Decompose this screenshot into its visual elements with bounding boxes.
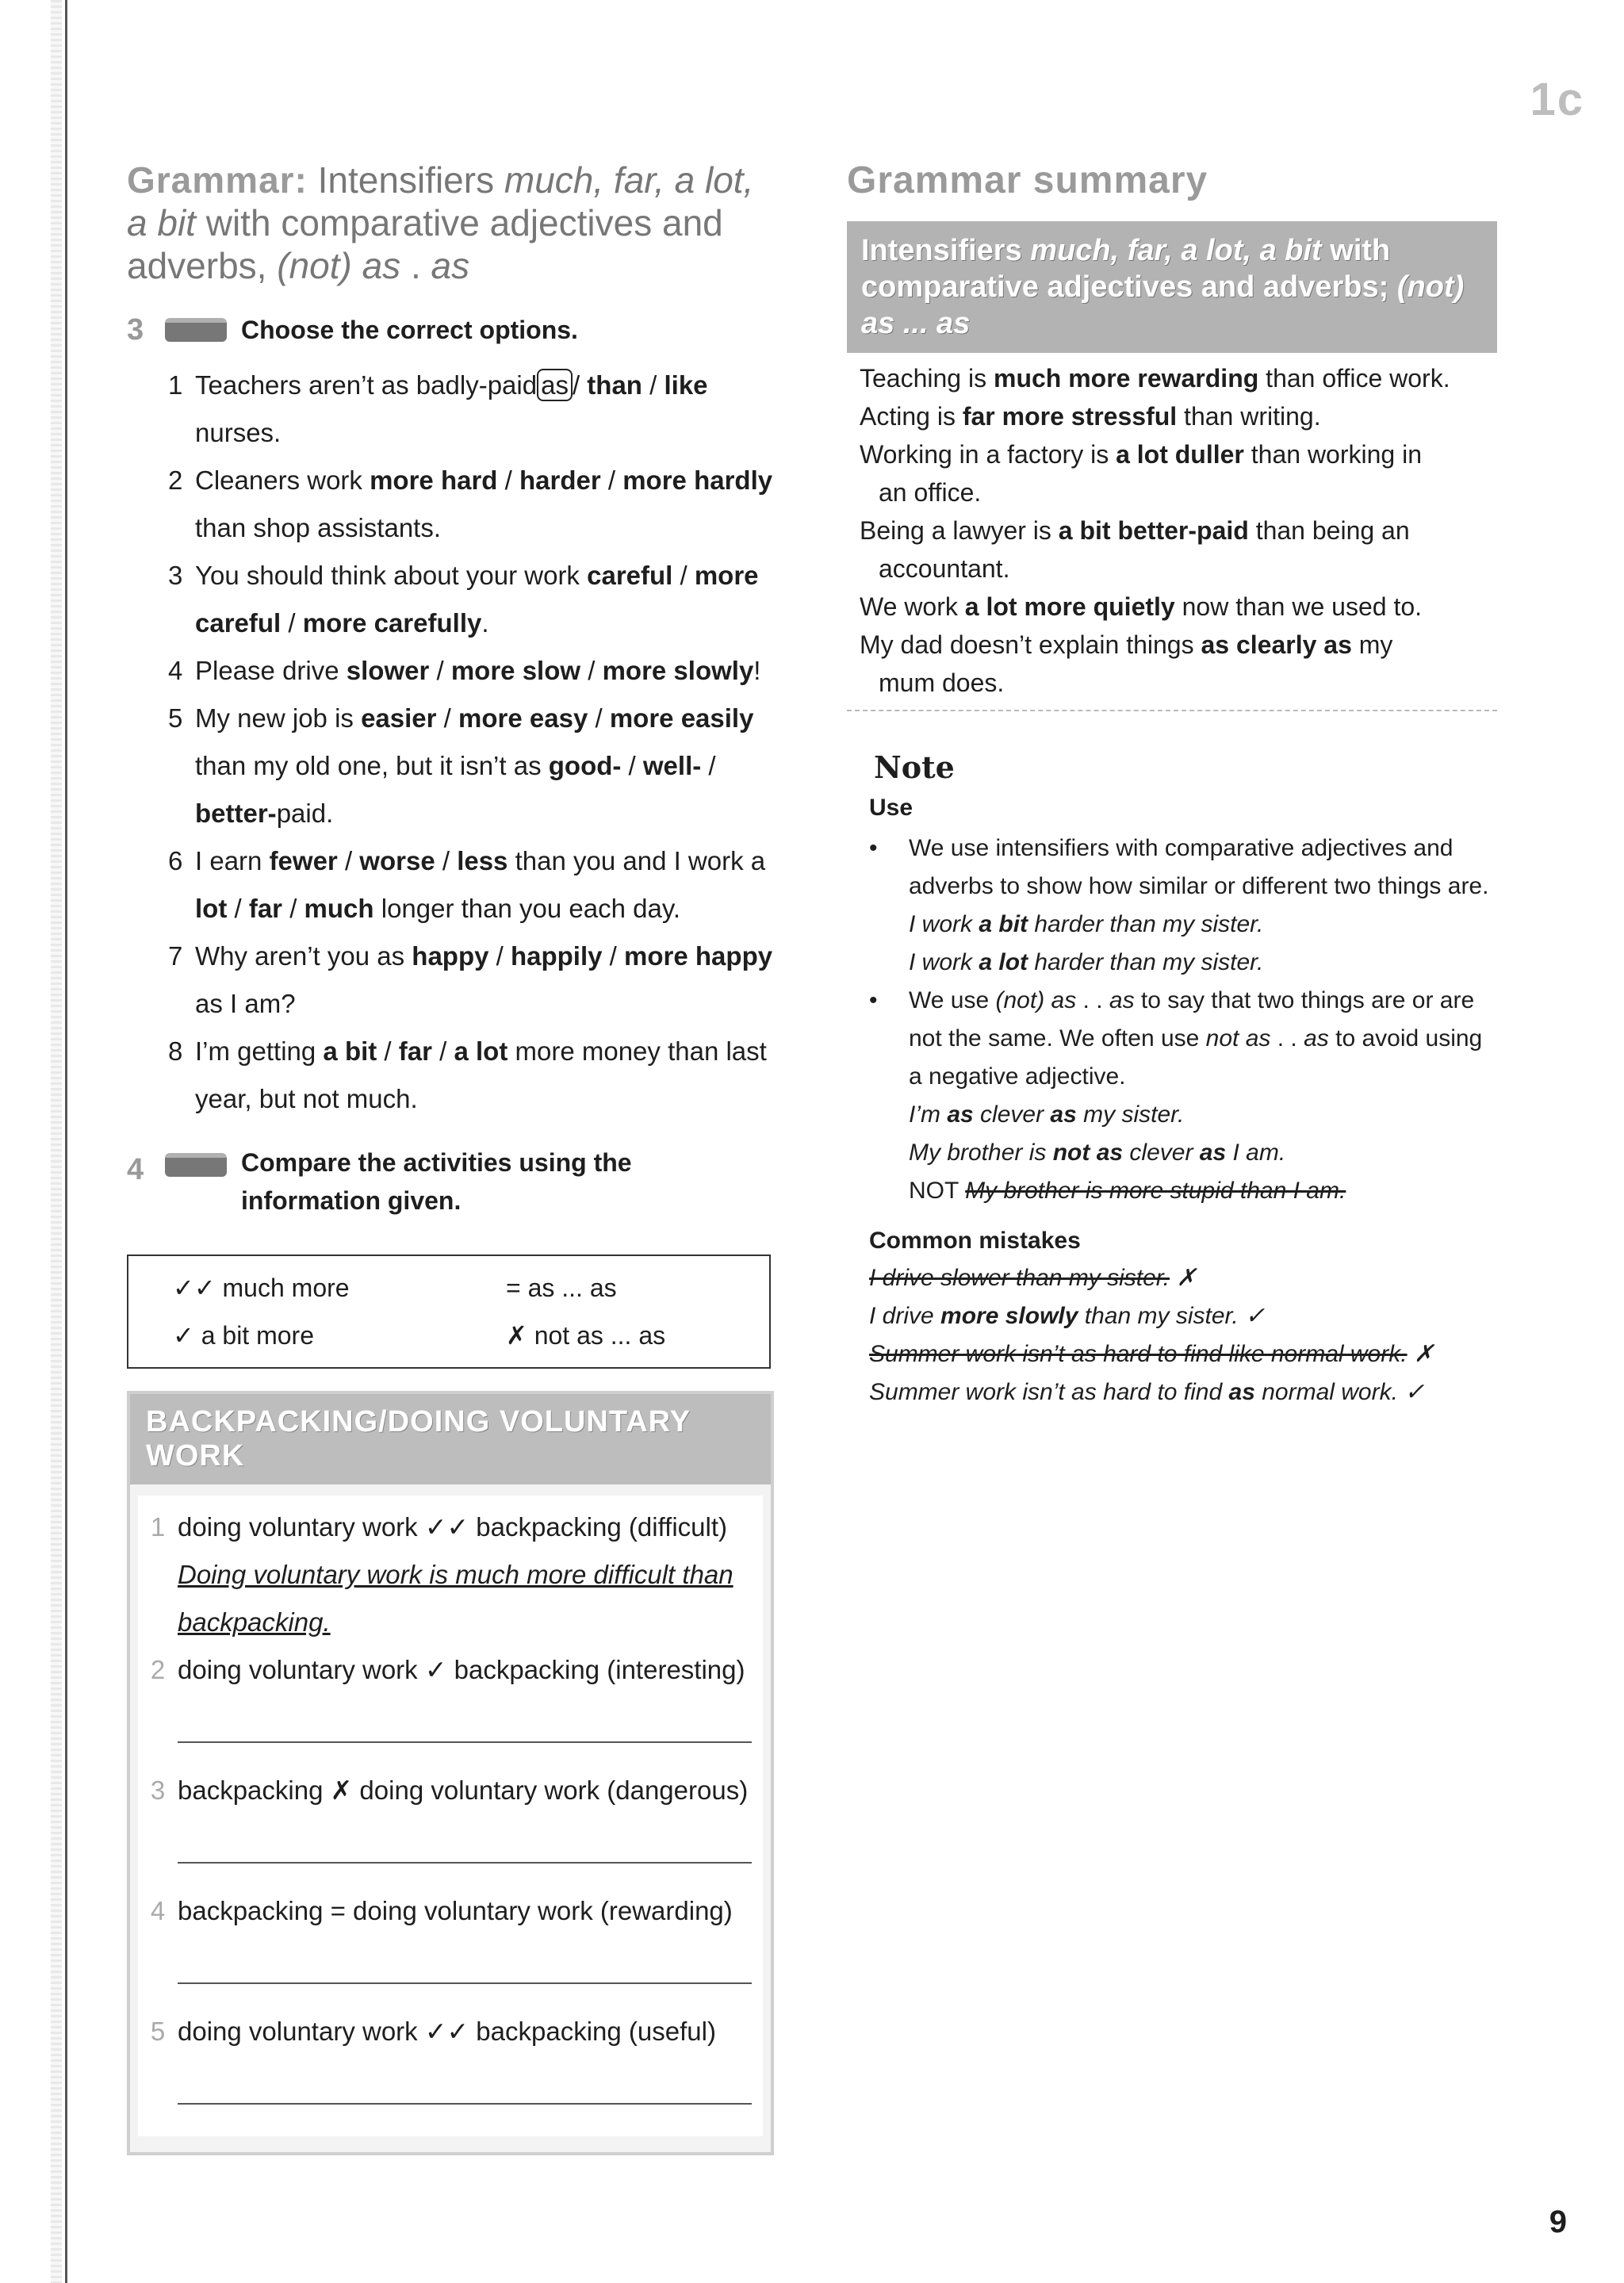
note-body [869, 829, 1497, 1210]
unit-tag: 1c [1530, 74, 1584, 125]
text-run: / [701, 751, 716, 780]
text-run: ✓ [1245, 1303, 1266, 1329]
text-run: as [1050, 1101, 1077, 1128]
text-run: more slowly [940, 1303, 1078, 1329]
text-run: / [602, 941, 625, 971]
text-run: You should think about your work [195, 561, 588, 590]
text-run: than my sister. [1078, 1303, 1246, 1329]
text-run: Please drive [195, 656, 347, 685]
common-mistakes-label: Common mistakes [869, 1228, 1081, 1254]
text-run: not as [1205, 1025, 1271, 1051]
text-run: than shop assistants. [195, 513, 442, 542]
item-number: 4 [168, 656, 183, 685]
text-run: much [304, 894, 374, 923]
summary-line [860, 511, 1497, 550]
summary-heading-italic: much, far, a lot, a bit [1030, 234, 1322, 267]
page-number: 9 [1549, 2204, 1567, 2239]
text-run: fewer [269, 846, 338, 875]
item-text [195, 1028, 777, 1123]
note-bullet [869, 829, 1497, 982]
summary-examples [847, 353, 1497, 710]
key-row [128, 1312, 769, 1359]
grammar-title-text: with comparative adjectives and adverbs, [127, 202, 723, 286]
text-run: happy [412, 941, 489, 971]
item-number: 2 [168, 465, 183, 495]
text-run: / [337, 846, 360, 875]
text-run: Summer work isn’t as hard to find like normal work. [869, 1341, 1408, 1367]
exercise-number: 3 [127, 312, 144, 347]
key-as-as: = as ... as [506, 1274, 617, 1302]
text-run: more slowly [602, 656, 754, 685]
item-prompt: doing voluntary work ✓✓ backpacking (useful) [178, 2017, 716, 2046]
text-run: I work [909, 949, 979, 975]
text-run: / [281, 608, 303, 638]
text-run: Summer work isn’t as hard to find [869, 1379, 1229, 1405]
example-sentence [909, 944, 1497, 982]
mistake-line [869, 1335, 1497, 1373]
exercise-item[interactable] [168, 1028, 777, 1123]
grammar-title-italic: a bit [127, 202, 196, 243]
exercise-title: Compare the activities using the information given. [241, 1148, 632, 1215]
text-run: / [377, 1036, 399, 1066]
text-run: . . [1076, 987, 1109, 1013]
item-text [195, 837, 777, 933]
item-prompt: doing voluntary work ✓ backpacking (interesting) [178, 1655, 745, 1684]
text-run: as [537, 369, 573, 401]
bullet-dot: • [869, 987, 878, 1013]
text-run: ✓ [1404, 1379, 1425, 1405]
text-run: much more rewarding [993, 364, 1259, 393]
summary-box [847, 221, 1497, 711]
exercise-item[interactable] [168, 362, 777, 457]
text-run: I drive [869, 1303, 941, 1329]
text-run: I earn [195, 846, 270, 875]
exercise-title: Choose the correct options. [241, 316, 578, 344]
text-run: mum does. [879, 668, 1005, 697]
text-run: more happy [624, 941, 773, 971]
text-run: more slow [450, 656, 581, 685]
binding-shadow [51, 0, 62, 2283]
text-run: / [488, 941, 511, 971]
text-run: more hardly [622, 465, 773, 495]
note-bullet [869, 982, 1497, 1210]
common-mistakes [869, 1259, 1497, 1412]
item-text [195, 552, 777, 647]
text-run: than being an [1248, 516, 1410, 545]
key-not-as-as: ✗ not as ... as [506, 1321, 666, 1350]
text-run: as [1109, 987, 1135, 1013]
answer-line[interactable] [178, 1943, 752, 1984]
text-run: Working in a factory is [860, 440, 1116, 469]
text-run: / [672, 561, 695, 590]
answer-line[interactable] [178, 2063, 752, 2105]
item-text [195, 695, 777, 837]
item-text [195, 362, 777, 457]
text-run: Being a lawyer is [860, 516, 1059, 545]
backpacking-item [138, 1887, 763, 1935]
summary-line [860, 626, 1497, 664]
text-run: nurses. [195, 418, 282, 447]
item-number: 7 [168, 941, 183, 971]
text-run: / [435, 846, 458, 875]
text-run: than writing. [1177, 402, 1321, 431]
item-number: 4 [150, 1896, 166, 1925]
text-run: clever [973, 1101, 1051, 1128]
text-run: Cleaners work [195, 465, 370, 495]
item-number: 5 [168, 703, 183, 733]
text-run: / [588, 703, 610, 733]
text-run: like [664, 370, 708, 400]
page-spine [65, 0, 67, 2283]
exercise-item[interactable] [168, 457, 777, 552]
backpacking-heading: BACKPACKING/DOING VOLUNTARY WORK [130, 1394, 771, 1484]
text-run: far [248, 894, 283, 923]
text-run: normal work. [1254, 1379, 1405, 1405]
text-run: lot [195, 894, 228, 923]
use-label: Use [869, 795, 914, 821]
text-run: . [481, 608, 489, 638]
item-text [195, 647, 760, 695]
mistake-line [869, 1297, 1497, 1335]
item-number: 8 [168, 1036, 183, 1066]
exercise-3-list [168, 362, 777, 1123]
text-run: harder [519, 465, 601, 495]
example-answer: Doing voluntary work is much more difficult than backpacking. [178, 1560, 733, 1637]
text-run: accountant. [879, 554, 1010, 583]
text-run: as [1199, 1140, 1227, 1166]
text-run: far [398, 1036, 432, 1066]
exercise-3-heading [127, 311, 777, 349]
text-run: than [587, 370, 642, 400]
text-run: than working in [1243, 440, 1422, 469]
text-run: a lot duller [1116, 440, 1244, 469]
item-prompt: backpacking ✗ doing voluntary work (dangerous) [178, 1775, 749, 1805]
text-run: a lot more quietly [964, 592, 1175, 621]
grammar-title-italic: (not) as [277, 245, 401, 286]
mistake-line [869, 1259, 1497, 1297]
summary-heading-text: with comparative adjectives and adverbs; [861, 234, 1397, 304]
exercise-item[interactable] [168, 837, 777, 933]
text-run: . . [1270, 1025, 1304, 1051]
text-run: well- [642, 751, 702, 780]
text-run: / [642, 370, 665, 400]
text-run: longer than you each day. [373, 894, 681, 923]
text-run: / [227, 894, 249, 923]
text-run: clever [1123, 1140, 1200, 1166]
text-run: a bit [323, 1036, 377, 1066]
answer-line[interactable] [178, 1702, 752, 1743]
summary-line [860, 397, 1497, 435]
summary-heading-italic: (not) as ... as [861, 270, 1465, 340]
exercise-number: 4 [127, 1153, 144, 1186]
right-column [847, 159, 1497, 1412]
exercise-item[interactable] [168, 933, 777, 1028]
text-run: We use [909, 987, 996, 1013]
item-number: 2 [150, 1655, 166, 1684]
text-run: / [429, 656, 451, 685]
text-run: My brother is [909, 1140, 1053, 1166]
backpacking-list [138, 1496, 763, 2136]
text-run: more hard [370, 465, 498, 495]
backpacking-item [138, 1646, 763, 1694]
text-run: more carefully [302, 608, 482, 638]
text-run: more careful [195, 561, 759, 638]
key-much-more: ✓✓ much more [173, 1274, 350, 1302]
text-run: harder than my sister. [1028, 911, 1264, 937]
text-run: careful [587, 561, 673, 590]
audio-cd-icon [165, 318, 227, 342]
text-run: NOT [909, 1178, 966, 1204]
exercise-item[interactable] [168, 552, 777, 647]
summary-heading-text: Intensifiers [861, 234, 1031, 267]
text-run: an office. [879, 478, 982, 507]
text-run: / [580, 656, 603, 685]
item-number: 1 [168, 370, 183, 400]
left-column [127, 159, 777, 2155]
text-run: less [457, 846, 508, 875]
text-run: Teachers aren’t as badly-paid [195, 370, 538, 400]
text-run: I drive slower than my sister. [869, 1265, 1170, 1291]
example-sentence [909, 1172, 1497, 1210]
text-run: slower [346, 656, 430, 685]
text-run: my [1351, 630, 1393, 659]
summary-line [860, 359, 1497, 397]
text-run: good- [548, 751, 622, 780]
key-a-bit-more: ✓ a bit more [173, 1321, 314, 1350]
item-number: 3 [150, 1775, 166, 1805]
text-run: more easily [609, 703, 754, 733]
backpacking-box [127, 1391, 774, 2155]
grammar-title-italic: much, far, a lot, [504, 159, 754, 201]
grammar-title-italic: as [431, 245, 470, 286]
summary-title: Grammar summary [847, 159, 1208, 201]
bullet-text [909, 982, 1497, 1096]
text-run: to say that two things are or are not the same. We often use [909, 987, 1475, 1051]
text-run: as [1304, 1025, 1329, 1051]
example-sentence [909, 1134, 1497, 1172]
text-run: a lot [979, 949, 1028, 975]
audio-cd-icon [165, 1153, 227, 1177]
text-run: not as [1052, 1140, 1124, 1166]
text-run: as clearly as [1201, 630, 1352, 659]
text-run: a bit better-paid [1058, 516, 1249, 545]
text-run: more easy [458, 703, 588, 733]
item-number: 3 [168, 561, 183, 590]
text-run: as [1228, 1379, 1255, 1405]
text-run: / [572, 370, 588, 400]
text-run: better- [195, 799, 277, 828]
text-run: We work [860, 592, 965, 621]
text-run: My new job is [195, 703, 362, 733]
exercise-4-heading [127, 1143, 777, 1220]
bullet-text: We use intensifiers with comparative adjectives and adverbs to show how similar or different two things are. [909, 835, 1489, 899]
summary-line [860, 664, 1497, 702]
answer-line[interactable] [178, 1822, 752, 1864]
item-number: 1 [150, 1512, 166, 1542]
text-run: to avoid using a negative adjective. [909, 1025, 1483, 1090]
key-box [127, 1255, 771, 1369]
text-run: far more stressful [962, 402, 1178, 431]
text-run: than office work. [1258, 364, 1450, 393]
item-number: 5 [150, 2017, 166, 2046]
grammar-title [127, 159, 777, 287]
item-text [195, 933, 777, 1028]
backpacking-item [138, 1503, 763, 1551]
text-run: ✗ [1407, 1341, 1434, 1367]
text-run: / [621, 751, 643, 780]
text-run: I’m getting [195, 1036, 324, 1066]
text-run: ! [753, 656, 761, 685]
bullet-dot: • [869, 835, 878, 861]
text-run: harder than my sister. [1028, 949, 1264, 975]
text-run: I work [909, 911, 979, 937]
text-run: as I am? [195, 989, 296, 1018]
text-run: easier [361, 703, 437, 733]
text-run: / [282, 894, 304, 923]
text-run: / [497, 465, 519, 495]
item-number: 6 [168, 846, 183, 875]
text-run: than my old one, but it isn’t as [195, 751, 549, 780]
example-sentence [909, 1096, 1497, 1134]
example-sentence [909, 906, 1497, 944]
item-prompt: doing voluntary work ✓✓ backpacking (difficult) [178, 1512, 727, 1542]
grammar-title-text: . [400, 245, 431, 286]
text-run: My dad doesn’t explain things [860, 630, 1201, 659]
text-run: a lot [454, 1036, 508, 1066]
key-row [128, 1264, 769, 1312]
text-run: / [600, 465, 623, 495]
text-run: / [431, 1036, 454, 1066]
text-run: I’m [909, 1101, 948, 1128]
text-run: as [947, 1101, 974, 1128]
summary-line [860, 435, 1497, 473]
text-run: (not) as [995, 987, 1077, 1013]
item-text [195, 457, 777, 552]
summary-line [860, 473, 1497, 511]
text-run: My brother is more stupid than I am. [965, 1178, 1346, 1204]
summary-line [860, 588, 1497, 626]
exercise-item[interactable] [168, 695, 777, 837]
text-run: my sister. [1076, 1101, 1185, 1128]
backpacking-item [138, 1767, 763, 1814]
text-run: than you and I work a [508, 846, 766, 875]
mistake-line [869, 1373, 1497, 1412]
grammar-label: Grammar: [127, 159, 308, 201]
note-title: Note [874, 749, 955, 785]
summary-heading [847, 221, 1497, 353]
text-run: worse [359, 846, 435, 875]
text-run: / [436, 703, 459, 733]
grammar-title-text: Intensifiers [307, 159, 504, 201]
item-prompt: backpacking = doing voluntary work (rewarding) [178, 1896, 733, 1925]
summary-line [860, 550, 1497, 588]
text-run: Acting is [860, 402, 963, 431]
text-run: Teaching is [860, 364, 994, 393]
text-run: Why aren’t you as [195, 941, 412, 971]
text-run: more money than last year, but not much. [195, 1036, 767, 1113]
backpacking-item [138, 2008, 763, 2055]
text-run: now than we used to. [1174, 592, 1423, 621]
exercise-item[interactable] [168, 647, 777, 695]
text-run: ✗ [1170, 1265, 1197, 1291]
text-run: paid. [276, 799, 334, 828]
text-run: happily [510, 941, 603, 971]
text-run: a bit [979, 911, 1028, 937]
text-run: I am. [1226, 1140, 1286, 1166]
